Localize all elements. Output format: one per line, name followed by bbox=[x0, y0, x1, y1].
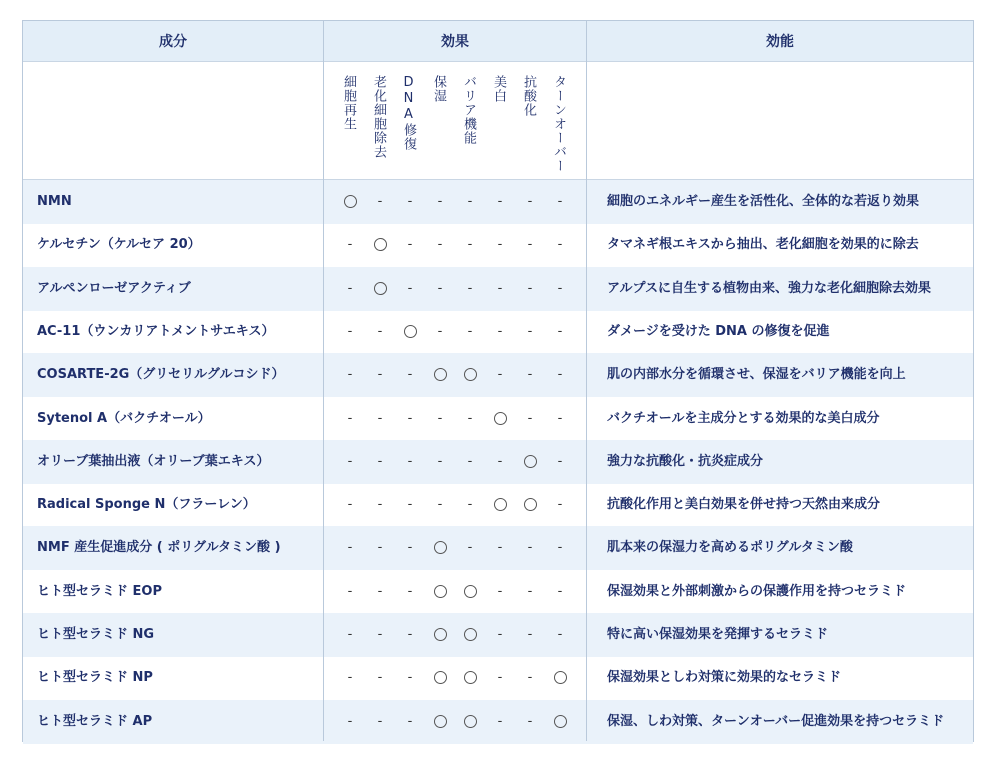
effect-mark-dash: - bbox=[377, 713, 383, 729]
effect-mark-circle bbox=[368, 223, 392, 267]
effect-mark-circle bbox=[458, 570, 482, 614]
effect-mark-dash: - bbox=[377, 453, 383, 469]
effect-mark-dash: - bbox=[407, 627, 413, 642]
effect-mark-dash: - bbox=[347, 410, 353, 426]
table-row bbox=[23, 700, 973, 744]
ingredient-name: NMN bbox=[37, 194, 72, 209]
effect-mark-dash: - bbox=[407, 410, 413, 426]
effect-mark-circle bbox=[548, 700, 572, 744]
effect-mark-dash: - bbox=[497, 670, 503, 686]
table-row bbox=[23, 613, 973, 657]
effect-mark-dash: - bbox=[557, 367, 563, 383]
effect-mark-circle bbox=[368, 267, 392, 311]
effect-mark-dash: - bbox=[377, 410, 383, 426]
effect-mark-dash: - bbox=[497, 237, 503, 253]
effect-mark-dash: - bbox=[467, 323, 473, 339]
circle-icon bbox=[464, 368, 477, 381]
circle-icon bbox=[404, 325, 417, 338]
effect-mark-dash: - bbox=[557, 410, 563, 426]
table-row bbox=[23, 440, 973, 484]
effect-mark-circle bbox=[428, 526, 452, 570]
effect-mark-dash: - bbox=[497, 194, 503, 209]
effect-mark-dash: - bbox=[377, 627, 383, 642]
effect-mark-dash: - bbox=[527, 627, 533, 642]
effect-mark-dash: - bbox=[437, 323, 443, 339]
ingredient-table bbox=[22, 20, 974, 742]
table-row bbox=[23, 397, 973, 441]
effect-mark-dash: - bbox=[377, 670, 383, 686]
circle-icon bbox=[494, 412, 507, 425]
effect-mark-dash: - bbox=[437, 497, 443, 513]
effect-mark-circle bbox=[428, 700, 452, 744]
effect-mark-dash: - bbox=[527, 323, 533, 339]
divider bbox=[23, 61, 973, 62]
effect-mark-circle bbox=[428, 613, 452, 657]
effect-mark-dash: - bbox=[347, 367, 353, 383]
effect-mark-dash: - bbox=[347, 453, 353, 469]
circle-icon bbox=[434, 628, 447, 641]
effect-mark-dash: - bbox=[467, 410, 473, 426]
effect-mark-dash: - bbox=[437, 237, 443, 253]
table-row bbox=[23, 656, 973, 700]
table-row bbox=[23, 353, 973, 397]
effect-mark-dash: - bbox=[557, 237, 563, 253]
effect-mark-dash: - bbox=[527, 713, 533, 729]
effect-mark-dash: - bbox=[557, 323, 563, 339]
circle-icon bbox=[524, 455, 537, 468]
efficacy-text: 保湿効果と外部刺激からの保護作用を持つセラミド bbox=[607, 583, 907, 599]
ingredient-name: アルペンローゼアクティブ bbox=[37, 280, 191, 296]
effect-mark-dash: - bbox=[347, 670, 353, 686]
header-efficacy: 効能 bbox=[587, 21, 973, 61]
effect-mark-dash: - bbox=[407, 237, 413, 253]
ingredient-name: ケルセチン（ケルセア 20） bbox=[37, 237, 201, 253]
effect-mark-circle bbox=[428, 570, 452, 614]
effect-mark-circle bbox=[428, 353, 452, 397]
effect-mark-dash: - bbox=[467, 453, 473, 469]
effect-mark-dash: - bbox=[527, 670, 533, 686]
effect-col-5: バリア機能 bbox=[461, 75, 476, 145]
effect-mark-dash: - bbox=[437, 453, 443, 469]
effect-mark-dash: - bbox=[407, 713, 413, 729]
circle-icon bbox=[434, 585, 447, 598]
effect-mark-dash: - bbox=[437, 194, 443, 209]
effect-mark-dash: - bbox=[557, 583, 563, 599]
divider bbox=[23, 179, 973, 180]
effect-mark-dash: - bbox=[557, 280, 563, 296]
ingredient-name: NMF 産生促進成分 ( ポリグルタミン酸 ) bbox=[37, 540, 281, 556]
table-row bbox=[23, 267, 973, 311]
table-row bbox=[23, 483, 973, 527]
circle-icon bbox=[464, 715, 477, 728]
efficacy-text: 肌の内部水分を循環させ、保湿をバリア機能を向上 bbox=[607, 367, 906, 383]
effect-mark-circle bbox=[458, 700, 482, 744]
ingredient-name: AC-11（ウンカリアトメントサエキス） bbox=[37, 323, 275, 339]
efficacy-text: タマネギ根エキスから抽出、老化細胞を効果的に除去 bbox=[607, 237, 919, 253]
effect-mark-dash: - bbox=[377, 497, 383, 513]
effect-mark-circle bbox=[458, 656, 482, 700]
effect-mark-dash: - bbox=[377, 540, 383, 556]
ingredient-name: Radical Sponge N（フラーレン） bbox=[37, 497, 256, 513]
effect-col-2: 老化細胞除去 bbox=[371, 75, 386, 159]
effect-mark-dash: - bbox=[347, 323, 353, 339]
effect-mark-dash: - bbox=[467, 540, 473, 556]
effect-col-3: DNA修復 bbox=[401, 75, 416, 151]
efficacy-text: バクチオールを主成分とする効果的な美白成分 bbox=[607, 410, 880, 426]
circle-icon bbox=[524, 498, 537, 511]
efficacy-text: 特に高い保湿効果を発揮するセラミド bbox=[607, 627, 829, 642]
effect-mark-dash: - bbox=[347, 627, 353, 642]
effect-mark-dash: - bbox=[527, 280, 533, 296]
effect-mark-dash: - bbox=[347, 280, 353, 296]
ingredient-name: ヒト型セラミド NG bbox=[37, 627, 155, 642]
effect-mark-circle bbox=[458, 613, 482, 657]
effect-mark-dash: - bbox=[497, 453, 503, 469]
effect-mark-dash: - bbox=[497, 540, 503, 556]
effect-mark-dash: - bbox=[347, 540, 353, 556]
effect-mark-circle bbox=[428, 656, 452, 700]
effect-mark-dash: - bbox=[467, 497, 473, 513]
effect-mark-dash: - bbox=[557, 540, 563, 556]
effect-mark-circle bbox=[518, 440, 542, 484]
effect-mark-dash: - bbox=[437, 280, 443, 296]
effect-mark-dash: - bbox=[407, 194, 413, 209]
ingredient-name: Sytenol A（バクチオール） bbox=[37, 410, 211, 426]
effect-col-7: 抗酸化 bbox=[521, 75, 536, 117]
effect-mark-circle bbox=[548, 656, 572, 700]
effect-mark-dash: - bbox=[437, 410, 443, 426]
effect-mark-circle bbox=[518, 483, 542, 527]
effect-mark-dash: - bbox=[377, 323, 383, 339]
effect-mark-dash: - bbox=[467, 280, 473, 296]
effect-mark-dash: - bbox=[347, 713, 353, 729]
ingredient-name: オリーブ葉抽出液（オリーブ葉エキス） bbox=[37, 453, 270, 469]
circle-icon bbox=[494, 498, 507, 511]
circle-icon bbox=[374, 282, 387, 295]
effect-mark-dash: - bbox=[527, 237, 533, 253]
effect-mark-dash: - bbox=[497, 280, 503, 296]
effect-mark-dash: - bbox=[557, 497, 563, 513]
efficacy-text: 肌本来の保湿力を高めるポリグルタミン酸 bbox=[607, 540, 853, 556]
effect-col-6: 美白 bbox=[491, 75, 506, 103]
efficacy-text: 抗酸化作用と美白効果を併せ持つ天然由来成分 bbox=[607, 497, 881, 513]
effect-mark-dash: - bbox=[557, 194, 563, 209]
effect-mark-dash: - bbox=[347, 583, 353, 599]
circle-icon bbox=[374, 238, 387, 251]
effect-mark-circle bbox=[398, 310, 422, 354]
efficacy-text: 細胞のエネルギー産生を活性化、全体的な若返り効果 bbox=[607, 194, 920, 209]
effect-mark-dash: - bbox=[527, 367, 533, 383]
circle-icon bbox=[464, 671, 477, 684]
table-row bbox=[23, 223, 973, 267]
ingredient-name: ヒト型セラミド AP bbox=[37, 713, 153, 729]
header-effects: 効果 bbox=[324, 21, 586, 61]
circle-icon bbox=[554, 671, 567, 684]
circle-icon bbox=[464, 628, 477, 641]
effect-mark-dash: - bbox=[497, 583, 503, 599]
effect-mark-circle bbox=[488, 397, 512, 441]
effect-mark-dash: - bbox=[497, 713, 503, 729]
effect-mark-dash: - bbox=[527, 410, 533, 426]
ingredient-name: ヒト型セラミド EOP bbox=[37, 583, 162, 599]
efficacy-text: アルプスに自生する植物由来、強力な老化細胞除去効果 bbox=[607, 280, 931, 296]
effect-col-8: ターンオーバー bbox=[551, 75, 566, 173]
effect-mark-dash: - bbox=[497, 627, 503, 642]
effect-mark-dash: - bbox=[407, 540, 413, 556]
circle-icon bbox=[554, 715, 567, 728]
effect-mark-dash: - bbox=[407, 583, 413, 599]
effect-mark-dash: - bbox=[377, 194, 383, 209]
effect-col-1: 細胞再生 bbox=[341, 75, 356, 131]
effect-mark-dash: - bbox=[407, 670, 413, 686]
effect-mark-dash: - bbox=[497, 367, 503, 383]
circle-icon bbox=[434, 368, 447, 381]
table-row bbox=[23, 310, 973, 354]
circle-icon bbox=[434, 671, 447, 684]
divider bbox=[323, 21, 324, 741]
efficacy-text: 保湿効果としわ対策に効果的なセラミド bbox=[607, 670, 842, 686]
effect-mark-dash: - bbox=[557, 627, 563, 642]
efficacy-text: ダメージを受けた DNA の修復を促進 bbox=[607, 323, 830, 339]
circle-icon bbox=[464, 585, 477, 598]
effect-mark-dash: - bbox=[527, 540, 533, 556]
effect-col-4: 保湿 bbox=[431, 75, 446, 103]
efficacy-text: 強力な抗酸化・抗炎症成分 bbox=[607, 453, 764, 469]
effect-mark-dash: - bbox=[407, 367, 413, 383]
effect-mark-dash: - bbox=[347, 497, 353, 513]
efficacy-text: 保湿、しわ対策、ターンオーバー促進効果を持つセラミド bbox=[607, 713, 945, 729]
circle-icon bbox=[434, 715, 447, 728]
table-row bbox=[23, 180, 973, 224]
table-row bbox=[23, 526, 973, 570]
circle-icon bbox=[434, 541, 447, 554]
effect-mark-dash: - bbox=[377, 367, 383, 383]
effect-mark-dash: - bbox=[407, 280, 413, 296]
effect-mark-dash: - bbox=[377, 583, 383, 599]
ingredient-name: COSARTE-2G（グリセリルグルコシド） bbox=[37, 367, 285, 383]
effect-mark-circle bbox=[488, 483, 512, 527]
effect-mark-circle bbox=[458, 353, 482, 397]
circle-icon bbox=[344, 195, 357, 208]
effect-mark-dash: - bbox=[467, 237, 473, 253]
effect-mark-circle bbox=[338, 180, 362, 224]
effect-mark-dash: - bbox=[347, 237, 353, 253]
ingredient-name: ヒト型セラミド NP bbox=[37, 670, 153, 686]
effect-mark-dash: - bbox=[497, 323, 503, 339]
table-row bbox=[23, 570, 973, 614]
effect-mark-dash: - bbox=[407, 497, 413, 513]
effect-mark-dash: - bbox=[557, 453, 563, 469]
effect-mark-dash: - bbox=[407, 453, 413, 469]
header-ingredient: 成分 bbox=[23, 21, 323, 61]
effect-mark-dash: - bbox=[527, 194, 533, 209]
divider bbox=[586, 21, 587, 741]
effect-mark-dash: - bbox=[467, 194, 473, 209]
effect-mark-dash: - bbox=[527, 583, 533, 599]
